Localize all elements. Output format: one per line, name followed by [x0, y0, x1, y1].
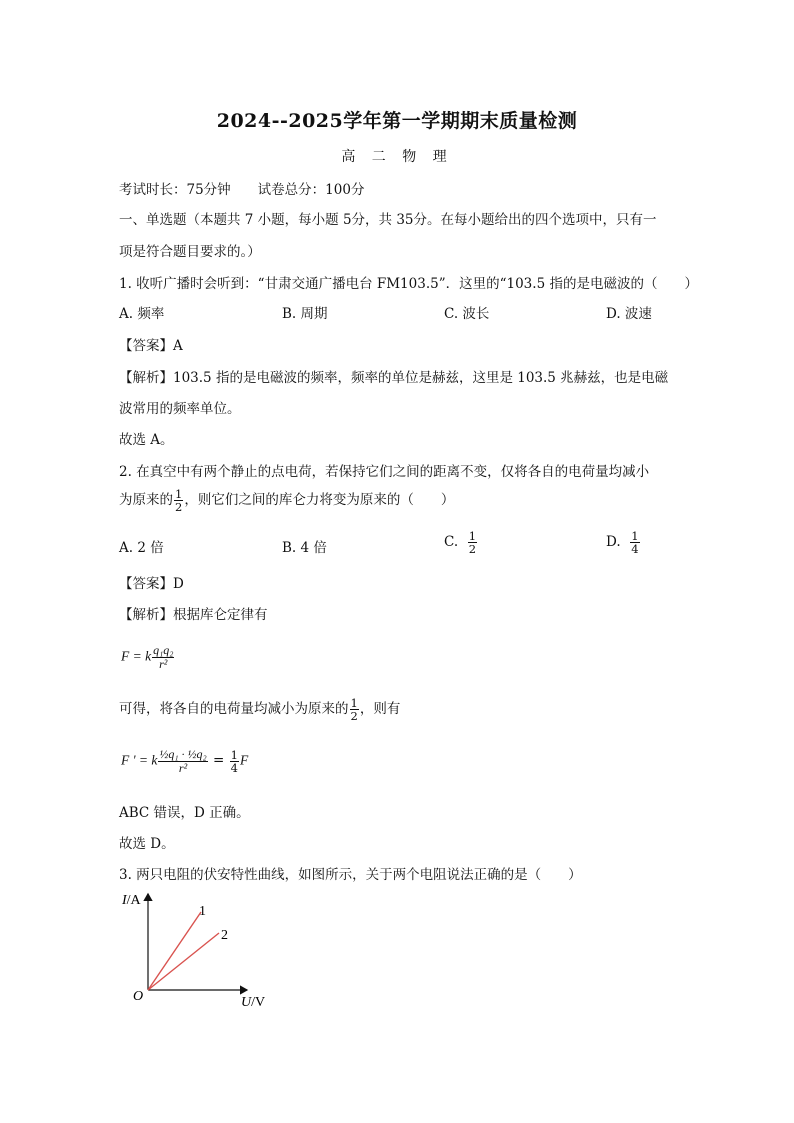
q1-analysis-line2: 波常用的频率单位。 [119, 401, 241, 417]
curve-2 [148, 933, 219, 990]
half-fraction: $\frac{1}{2}$ [175, 487, 183, 515]
derived-formula: F ' = k $\frac{\text{½q₁ · ½q₂}}{\text{r²}}$ = $\frac{1}{4}$ F [121, 747, 249, 775]
q2-stem-line2 [119, 488, 454, 513]
q3-stem: 3. 两只电阻的伏安特性曲线，如图所示，关于两个电阻说法正确的是（ ） [119, 867, 582, 883]
curve-2-label: 2 [221, 928, 228, 943]
q2-option-c: C. $\frac{1}{2}$ [444, 529, 477, 557]
exam-meta: 考试时长：75分钟 试卷总分：100分 [119, 182, 365, 198]
q2-option-b: B. 4 倍 [282, 540, 327, 556]
curve-1 [148, 912, 201, 990]
q2-conclusion: 故选 D。 [119, 836, 175, 852]
q2-stem-line1: 2. 在真空中有两个静止的点电荷，若保持它们之间的距离不变，仅将各自的电荷量均减小 [119, 464, 650, 480]
q1-option-d: D. 波速 [606, 306, 652, 322]
x-axis-label: U/V [241, 995, 266, 1010]
q1-option-b: B. 周期 [282, 306, 328, 322]
section-heading-line1: 一、单选题（本题共 7 小题，每小题 5分，共 35分。在每小题给出的四个选项中，只有一 [119, 212, 657, 228]
q2-stem-prefix: 为原来的 [119, 492, 173, 509]
exam-subtitle: 高 二 物 理 [341, 149, 453, 165]
q1-option-c: C. 波长 [444, 306, 490, 322]
q1-analysis-line1: 【解析】103.5 指的是电磁波的频率，频率的单位是赫兹，这里是 103.5 兆赫兹，也是电磁 [119, 370, 669, 386]
iv-graph [115, 888, 290, 1013]
coulomb-formula: F = k $\frac{\text{q₁q₂}}{\text{r²}}$ [121, 643, 174, 671]
q2-judge: ABC 错误，D 正确。 [119, 805, 250, 821]
exam-title: 2024--2025学年第一学期期末质量检测 [216, 110, 578, 132]
origin-label: O [133, 989, 144, 1004]
q2-stem-suffix: ，则它们之间的库仑力将变为原来的（ ） [184, 492, 455, 509]
q2-option-d: D. $\frac{1}{4}$ [606, 529, 639, 557]
q2-analysis: 【解析】根据库仑定律有 [119, 607, 268, 623]
q1-option-a: A. 频率 [119, 306, 165, 322]
q2-option-a: A. 2 倍 [119, 540, 164, 556]
q2-answer: 【答案】D [119, 576, 184, 592]
q1-stem: 1. 收听广播时会听到：“甘肃交通广播电台 FM103.5”．这里的“103.5 指的是电磁波的（ ） [119, 276, 698, 292]
y-axis-label: I/A [122, 893, 141, 908]
q1-conclusion: 故选 A。 [119, 432, 174, 448]
section-heading-line2: 项是符合题目要求的。） [119, 244, 261, 260]
q2-derive-line: 可得，将各自的电荷量均减小为原来的 $\frac{1}{2}$ ，则有 [119, 696, 401, 724]
curve-1-label: 1 [199, 904, 206, 919]
q1-answer: 【答案】A [119, 338, 183, 354]
